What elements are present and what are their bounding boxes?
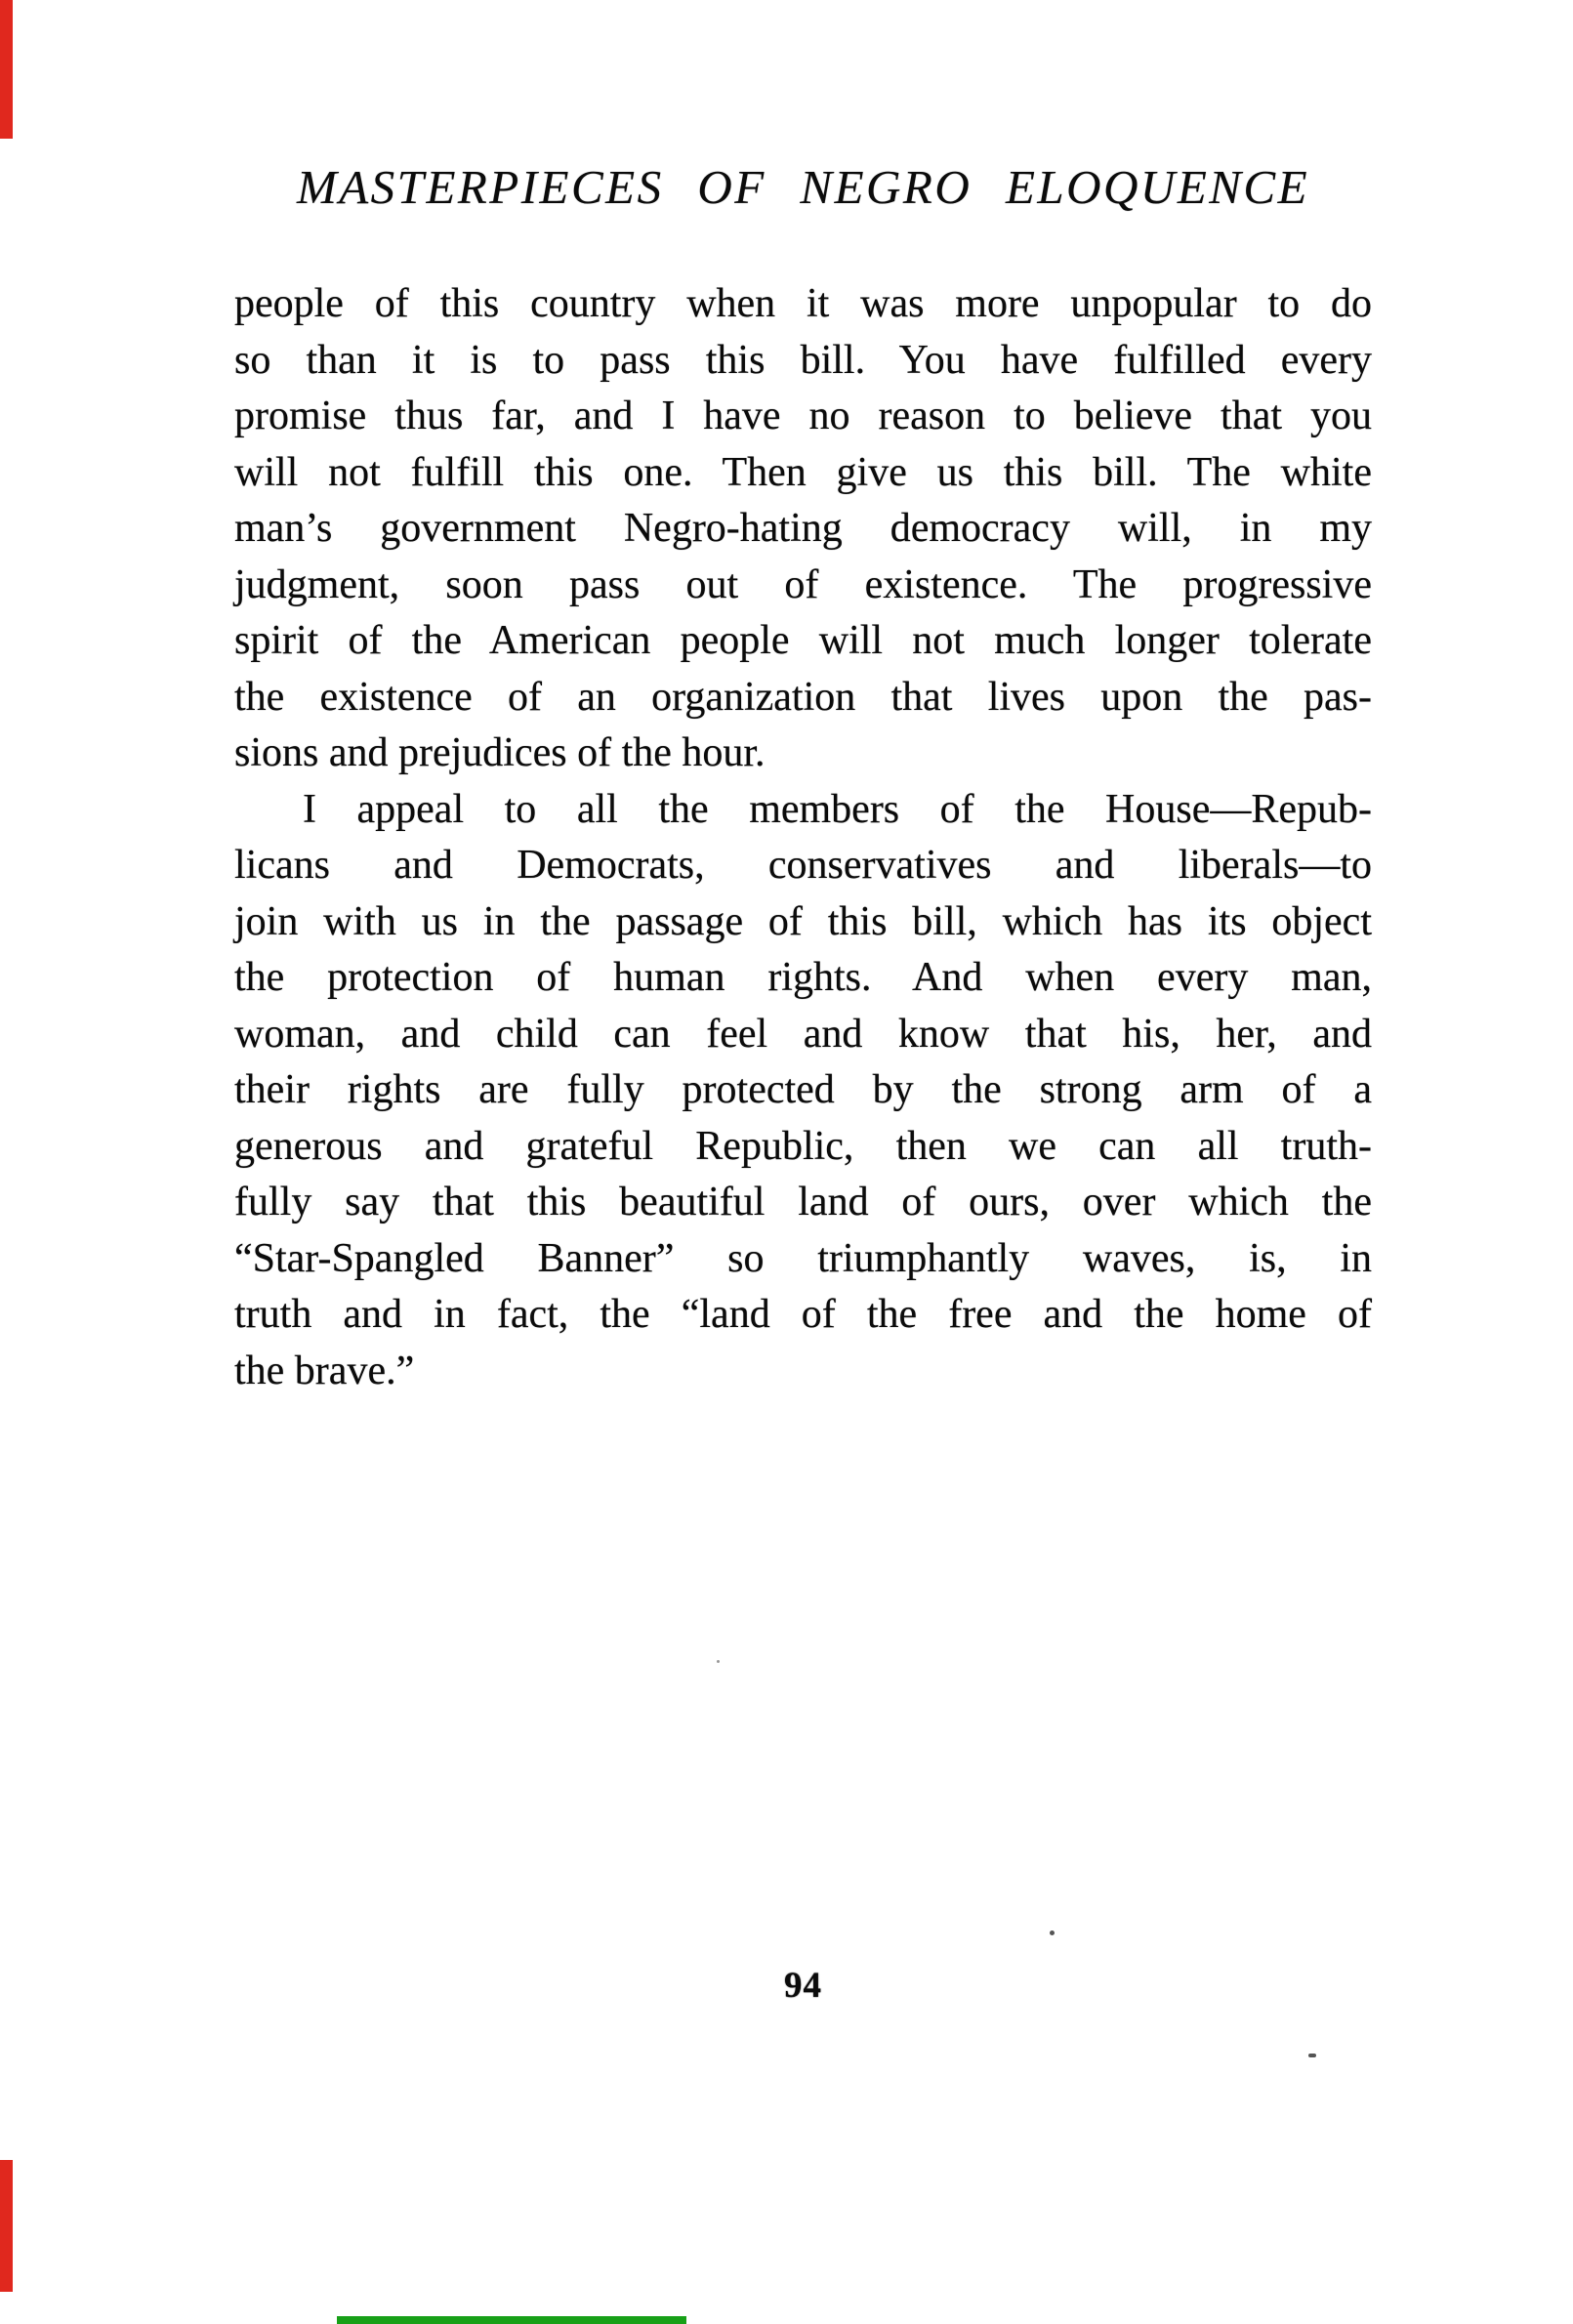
running-header: MASTERPIECES OF NEGRO ELOQUENCE	[296, 160, 1310, 214]
text-line: I appeal to all the members of the House—Repub-	[303, 786, 1372, 832]
text-line: so than it is to pass this bill. You have fulfilled every	[234, 337, 1372, 383]
text-line: the brave.”	[234, 1348, 415, 1393]
text-line: woman, and child can feel and know that his, her, and	[234, 1011, 1372, 1057]
text-line: join with us in the passage of this bill, which has its object	[234, 898, 1372, 944]
text-line: generous and grateful Republic, then we can all truth-	[234, 1123, 1372, 1169]
text-line: licans and Democrats, conservatives and liberals—to	[234, 843, 1372, 888]
scan-artifact-left-bottom-bar	[0, 2160, 13, 2292]
text-line: spirit of the American people will not much longer tolerate	[234, 618, 1372, 663]
scan-artifact-bottom-green-bar	[337, 2316, 686, 2324]
text-line: the existence of an organization that lives upon the pas-	[234, 674, 1372, 720]
text-line: promise thus far, and I have no reason to believe that you	[234, 394, 1372, 438]
text-line: judgment, soon pass out of existence. The progressive	[234, 561, 1372, 607]
text-line: fully say that this beautiful land of ours, over which the	[234, 1180, 1372, 1224]
text-line: their rights are fully protected by the strong arm of a	[234, 1067, 1372, 1112]
text-line: sions and prejudices of the hour.	[234, 730, 766, 775]
text-line: people of this country when it was more unpopular to do	[234, 281, 1372, 326]
text-line: the protection of human rights. And when every man,	[234, 955, 1372, 1000]
ink-speck	[1308, 2054, 1316, 2057]
ink-speck	[717, 1660, 720, 1663]
text-line: “Star-Spangled Banner” so triumphantly waves, is, in	[234, 1235, 1372, 1281]
paragraph	[234, 782, 1372, 1400]
body-text	[234, 276, 1372, 1399]
text-line: will not fulfill this one. Then give us this bill. The white	[234, 449, 1372, 495]
text-line: man’s government Negro-hating democracy will, in my	[234, 506, 1372, 551]
ink-speck	[1050, 1930, 1055, 1935]
scan-artifact-left-top-bar	[0, 0, 13, 139]
text-line: truth and in fact, the “land of the free and the home of	[234, 1292, 1372, 1337]
paragraph	[234, 276, 1372, 782]
page-number: 94	[784, 1966, 822, 2006]
